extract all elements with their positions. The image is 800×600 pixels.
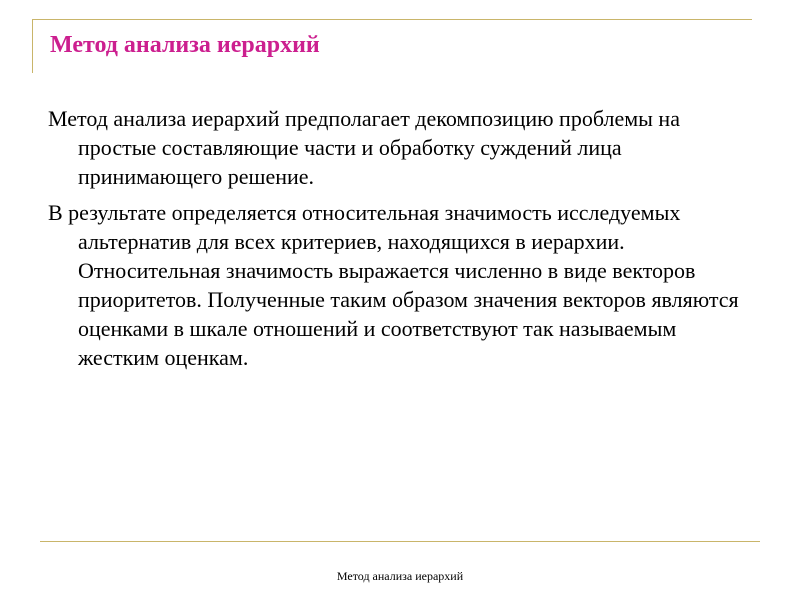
body-paragraph-1: Метод анализа иерархий предполагает декомпозицию проблемы на простые составляющие части и обработку суждений лица принимающего решение.: [48, 106, 680, 189]
slide-body: [48, 104, 753, 379]
body-paragraph-2: В результате определяется относительная значимость исследуемых альтернатив для всех критериев, находящихся в иерархии. Относительная значимость выражается численно в виде векторов приоритетов. Полученные таким образом значения векторов являются оценками в шкале отношений и соответствуют так называемым жестким оценкам.: [48, 200, 739, 370]
top-divider-line: [32, 19, 752, 20]
slide-title: Метод анализа иерархий: [50, 32, 320, 58]
left-accent-line: [32, 19, 33, 73]
bottom-divider-line: [40, 541, 760, 542]
slide-footer: Метод анализа иерархий: [336, 569, 464, 583]
